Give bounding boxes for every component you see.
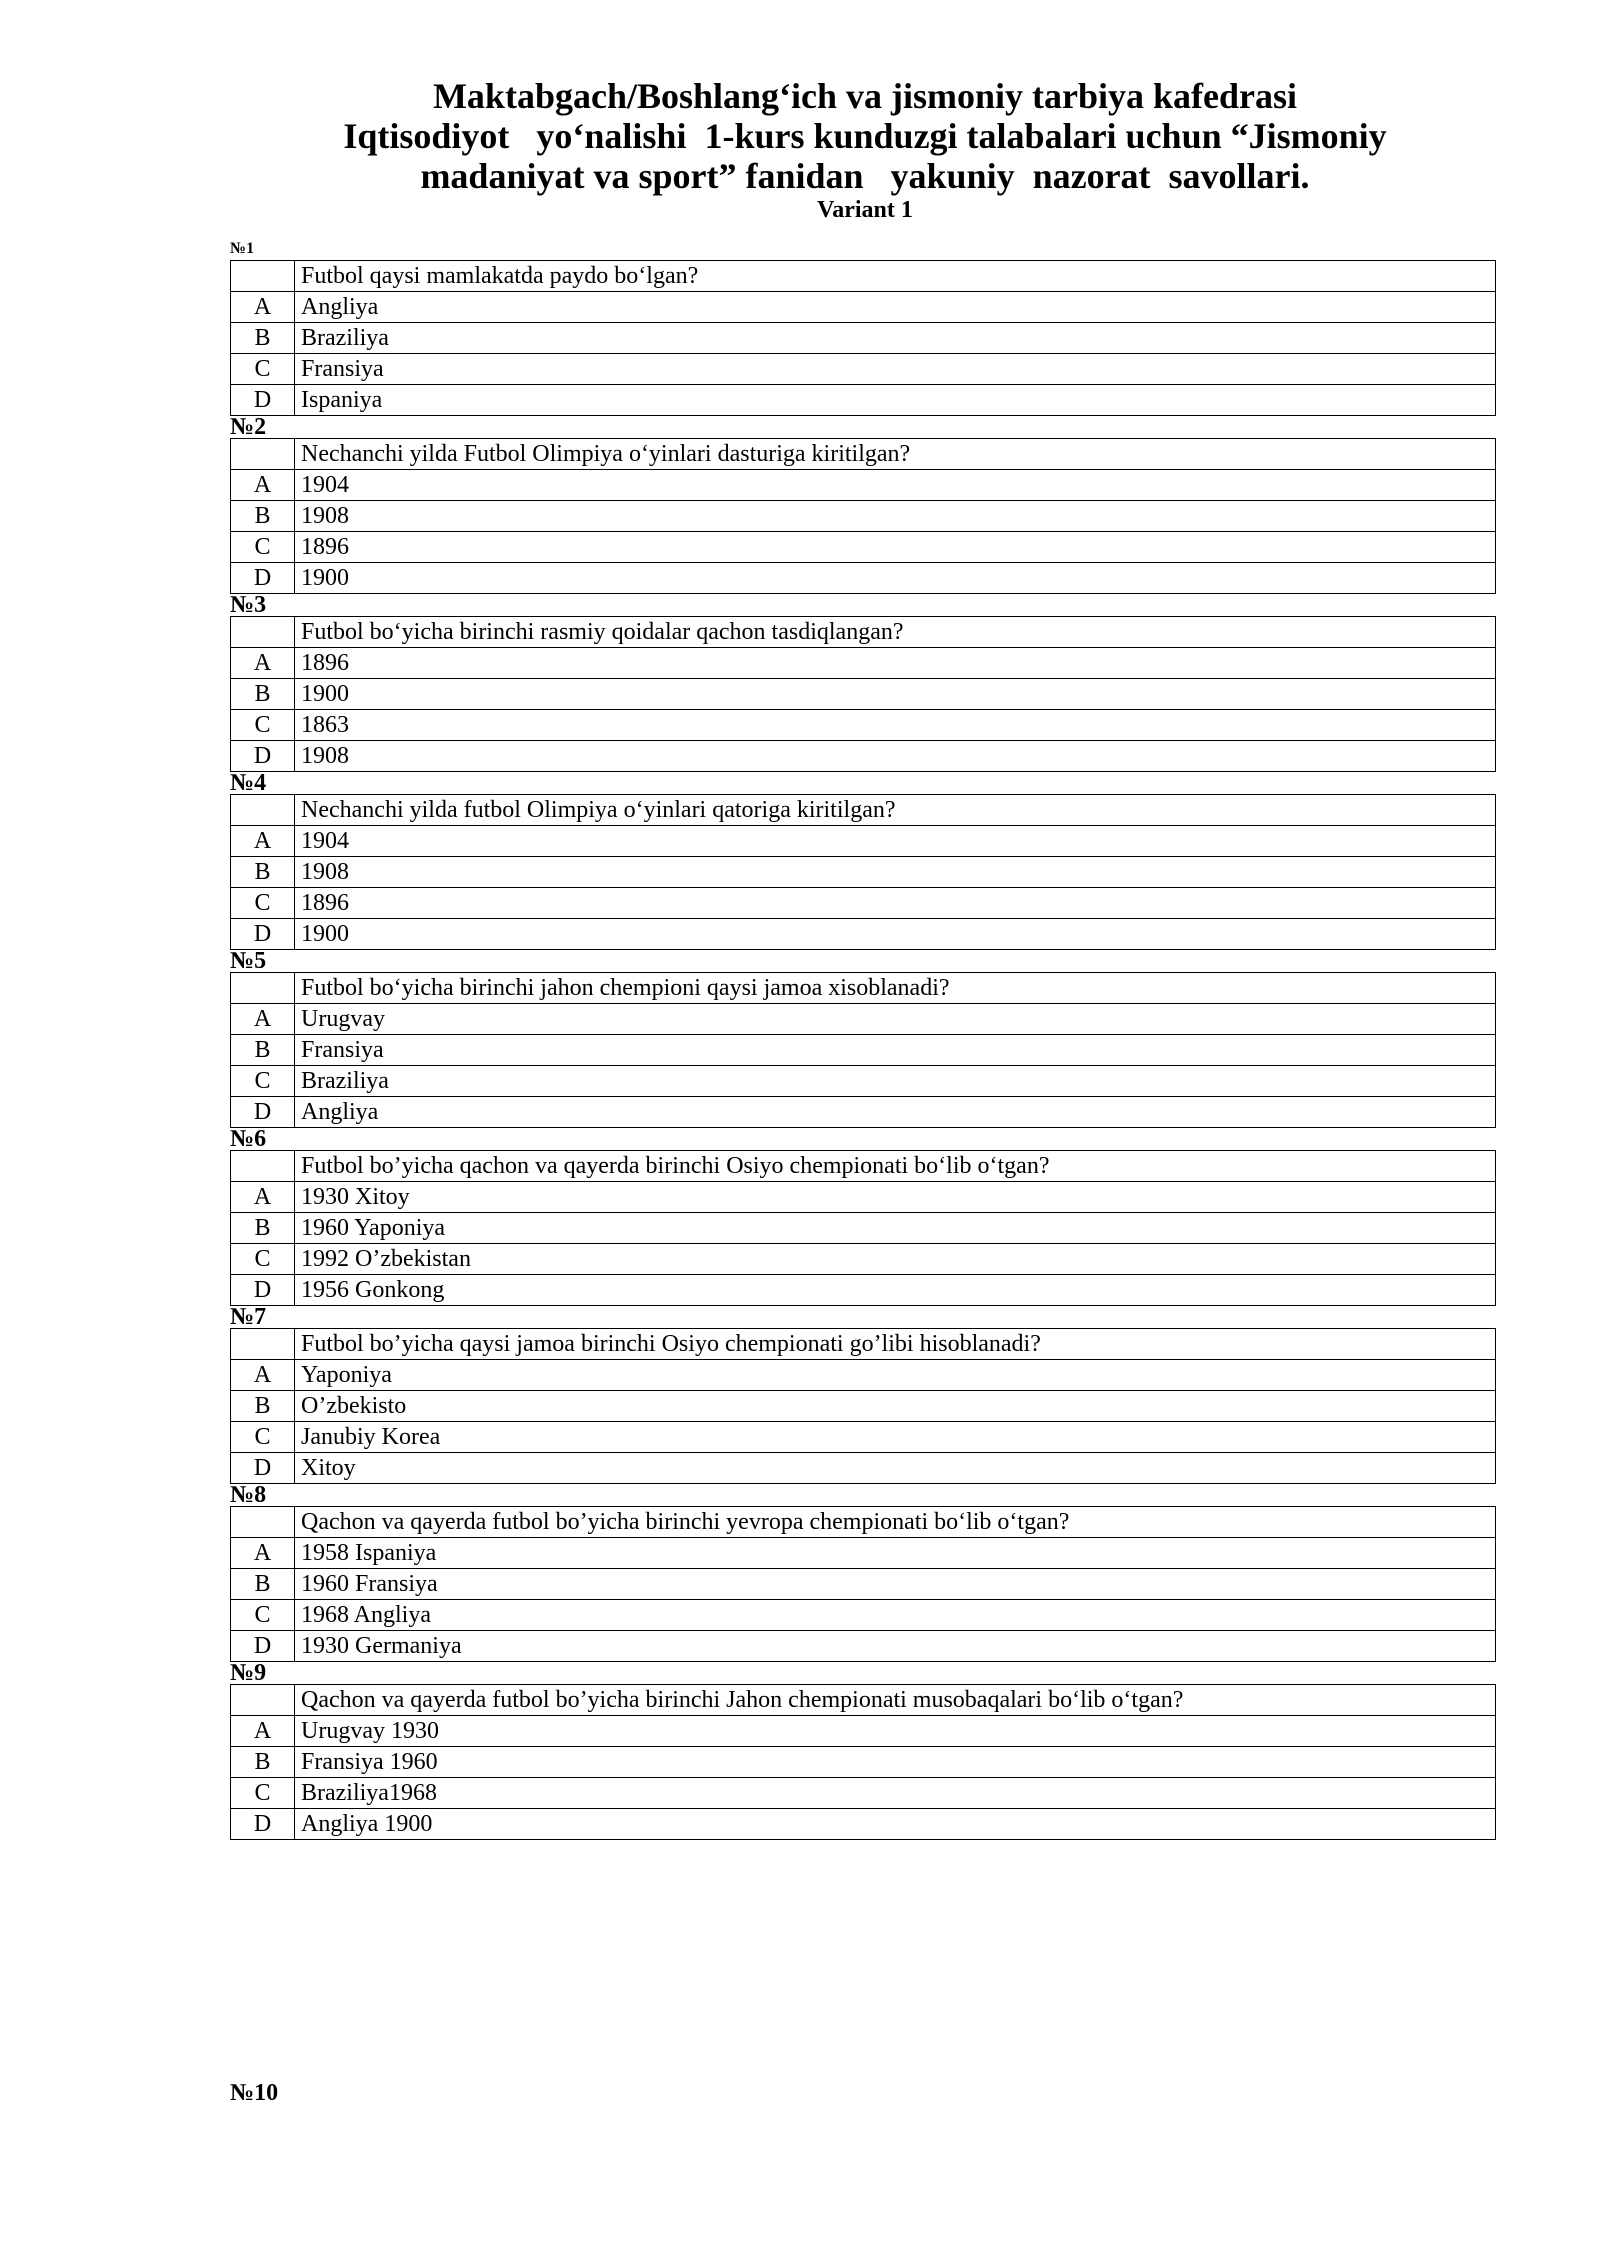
- question-letter-cell-empty: [231, 439, 295, 470]
- answer-option-text: Braziliya1968: [295, 1778, 1496, 1809]
- question-text: Qachon va qayerda futbol bo’yicha birinchi yevropa chempionati bo‘lib o‘tgan?: [295, 1507, 1496, 1538]
- answer-option-text: 1956 Gonkong: [295, 1275, 1496, 1306]
- answer-option-letter: B: [231, 679, 295, 710]
- question-number: №9: [230, 1660, 267, 1686]
- question-letter-cell-empty: [231, 1507, 295, 1538]
- question-table: [230, 438, 1496, 594]
- answer-option-text: 1896: [295, 532, 1496, 563]
- document-header: [230, 76, 1500, 224]
- answer-option-text: 1958 Ispaniya: [295, 1538, 1496, 1569]
- answer-option-letter: C: [231, 1778, 295, 1809]
- answer-option-row: [231, 292, 1496, 323]
- answer-option-text: 1900: [295, 563, 1496, 594]
- answer-option-row: [231, 1809, 1496, 1840]
- answer-option-text: 1904: [295, 826, 1496, 857]
- answer-option-row: [231, 826, 1496, 857]
- answer-option-text: Yaponiya: [295, 1360, 1496, 1391]
- answer-option-letter: D: [231, 1097, 295, 1128]
- question-text: Futbol bo’yicha qaysi jamoa birinchi Osiyo chempionati go’libi hisoblanadi?: [295, 1329, 1496, 1360]
- question-block: [230, 1662, 1496, 1840]
- question-letter-cell-empty: [231, 1151, 295, 1182]
- answer-option-row: [231, 1182, 1496, 1213]
- answer-option-text: Angliya: [295, 1097, 1496, 1128]
- answer-option-text: Braziliya: [295, 323, 1496, 354]
- answer-option-letter: C: [231, 710, 295, 741]
- answer-option-row: [231, 1360, 1496, 1391]
- question-letter-cell-empty: [231, 795, 295, 826]
- question-row: [231, 1685, 1496, 1716]
- question-row: [231, 439, 1496, 470]
- header-title-line-1: Maktabgach/Boshlang‘ich va jismoniy tarbiya kafedrasi: [432, 76, 1298, 116]
- answer-option-text: 1900: [295, 919, 1496, 950]
- answer-option-row: [231, 470, 1496, 501]
- answer-option-row: [231, 1600, 1496, 1631]
- answer-option-letter: C: [231, 1066, 295, 1097]
- question-number: №6: [230, 1126, 267, 1152]
- answer-option-row: [231, 532, 1496, 563]
- question-block: [230, 416, 1496, 594]
- answer-option-row: [231, 919, 1496, 950]
- answer-option-text: Fransiya: [295, 1035, 1496, 1066]
- answer-option-letter: A: [231, 1360, 295, 1391]
- answer-option-row: [231, 563, 1496, 594]
- answer-option-text: 1960 Fransiya: [295, 1569, 1496, 1600]
- question-block: [230, 950, 1496, 1128]
- answer-option-text: Fransiya: [295, 354, 1496, 385]
- question-row: [231, 1329, 1496, 1360]
- answer-option-text: Janubiy Korea: [295, 1422, 1496, 1453]
- question-text: Futbol bo‘yicha birinchi jahon chempioni qaysi jamoa xisoblanadi?: [295, 973, 1496, 1004]
- question-row: [231, 795, 1496, 826]
- question-text: Futbol bo‘yicha birinchi rasmiy qoidalar qachon tasdiqlangan?: [295, 617, 1496, 648]
- question-number-10: №10: [230, 2080, 279, 2106]
- answer-option-letter: A: [231, 1004, 295, 1035]
- question-block: [230, 1484, 1496, 1662]
- answer-option-text: 1908: [295, 741, 1496, 772]
- question-letter-cell-empty: [231, 1685, 295, 1716]
- answer-option-row: [231, 1004, 1496, 1035]
- answer-option-text: Angliya: [295, 292, 1496, 323]
- question-block: [230, 238, 1496, 416]
- answer-option-text: 1960 Yaponiya: [295, 1213, 1496, 1244]
- answer-option-row: [231, 1538, 1496, 1569]
- question-letter-cell-empty: [231, 973, 295, 1004]
- answer-option-letter: C: [231, 1244, 295, 1275]
- answer-option-text: Urugvay 1930: [295, 1716, 1496, 1747]
- answer-option-row: [231, 741, 1496, 772]
- answer-option-letter: B: [231, 1213, 295, 1244]
- answer-option-row: [231, 354, 1496, 385]
- header-title-line-2: Iqtisodiyot yo‘nalishi 1-kurs kunduzgi talabalari uchun “Jismoniy: [343, 116, 1387, 156]
- answer-option-text: 1908: [295, 501, 1496, 532]
- answer-option-letter: C: [231, 354, 295, 385]
- answer-option-letter: D: [231, 1809, 295, 1840]
- question-table: [230, 1328, 1496, 1484]
- answer-option-row: [231, 1716, 1496, 1747]
- answer-option-letter: C: [231, 532, 295, 563]
- question-text: Nechanchi yilda Futbol Olimpiya o‘yinlari dasturiga kiritilgan?: [295, 439, 1496, 470]
- question-number: №2: [230, 414, 267, 440]
- answer-option-text: Ispaniya: [295, 385, 1496, 416]
- answer-option-letter: B: [231, 1391, 295, 1422]
- answer-option-text: 1900: [295, 679, 1496, 710]
- question-number: №7: [230, 1304, 267, 1330]
- answer-option-letter: B: [231, 857, 295, 888]
- answer-option-row: [231, 501, 1496, 532]
- answer-option-text: 1908: [295, 857, 1496, 888]
- answer-option-text: 1904: [295, 470, 1496, 501]
- answer-option-letter: A: [231, 1716, 295, 1747]
- question-row: [231, 1507, 1496, 1538]
- question-text: Qachon va qayerda futbol bo’yicha birinchi Jahon chempionati musobaqalari bo‘lib o‘tgan?: [295, 1685, 1496, 1716]
- question-table: [230, 1506, 1496, 1662]
- answer-option-letter: D: [231, 385, 295, 416]
- answer-option-row: [231, 679, 1496, 710]
- variant-label: Variant 1: [817, 197, 913, 223]
- answer-option-row: [231, 1066, 1496, 1097]
- answer-option-text: Fransiya 1960: [295, 1747, 1496, 1778]
- question-text: Nechanchi yilda futbol Olimpiya o‘yinlari qatoriga kiritilgan?: [295, 795, 1496, 826]
- question-row: [231, 617, 1496, 648]
- question-table: [230, 794, 1496, 950]
- question-number: №4: [230, 770, 267, 796]
- answer-option-text: 1930 Xitoy: [295, 1182, 1496, 1213]
- question-row: [231, 1151, 1496, 1182]
- answer-option-row: [231, 1631, 1496, 1662]
- answer-option-letter: D: [231, 919, 295, 950]
- answer-option-row: [231, 1275, 1496, 1306]
- answer-option-letter: B: [231, 1569, 295, 1600]
- question-number: №5: [230, 948, 267, 974]
- answer-option-row: [231, 888, 1496, 919]
- answer-option-letter: C: [231, 1422, 295, 1453]
- answer-option-letter: C: [231, 1600, 295, 1631]
- answer-option-text: 1863: [295, 710, 1496, 741]
- answer-option-letter: D: [231, 1275, 295, 1306]
- answer-option-row: [231, 857, 1496, 888]
- answer-option-letter: A: [231, 1182, 295, 1213]
- answer-option-text: O’zbekisto: [295, 1391, 1496, 1422]
- question-table: [230, 616, 1496, 772]
- answer-option-letter: A: [231, 1538, 295, 1569]
- answer-option-letter: B: [231, 1035, 295, 1066]
- answer-option-row: [231, 1569, 1496, 1600]
- question-list: [230, 238, 1496, 1840]
- answer-option-text: Angliya 1900: [295, 1809, 1496, 1840]
- answer-option-row: [231, 648, 1496, 679]
- question-letter-cell-empty: [231, 617, 295, 648]
- answer-option-letter: D: [231, 1453, 295, 1484]
- question-table: [230, 1684, 1496, 1840]
- question-table: [230, 1150, 1496, 1306]
- answer-option-row: [231, 385, 1496, 416]
- question-row: [231, 973, 1496, 1004]
- question-table: [230, 260, 1496, 416]
- answer-option-letter: A: [231, 292, 295, 323]
- question-table: [230, 972, 1496, 1128]
- answer-option-letter: B: [231, 1747, 295, 1778]
- answer-option-row: [231, 1453, 1496, 1484]
- answer-option-text: Braziliya: [295, 1066, 1496, 1097]
- answer-option-text: Urugvay: [295, 1004, 1496, 1035]
- answer-option-letter: A: [231, 470, 295, 501]
- answer-option-row: [231, 710, 1496, 741]
- question-block: [230, 1306, 1496, 1484]
- answer-option-text: 1896: [295, 648, 1496, 679]
- answer-option-text: 1992 O’zbekistan: [295, 1244, 1496, 1275]
- answer-option-row: [231, 1422, 1496, 1453]
- answer-option-row: [231, 1244, 1496, 1275]
- answer-option-text: 1968 Angliya: [295, 1600, 1496, 1631]
- question-letter-cell-empty: [231, 261, 295, 292]
- answer-option-letter: D: [231, 1631, 295, 1662]
- answer-option-row: [231, 1213, 1496, 1244]
- answer-option-letter: A: [231, 826, 295, 857]
- answer-option-row: [231, 1391, 1496, 1422]
- answer-option-row: [231, 1035, 1496, 1066]
- question-number: №3: [230, 592, 267, 618]
- question-block: [230, 772, 1496, 950]
- answer-option-letter: B: [231, 501, 295, 532]
- answer-option-letter: D: [231, 563, 295, 594]
- answer-option-row: [231, 1747, 1496, 1778]
- answer-option-row: [231, 323, 1496, 354]
- answer-option-text: 1896: [295, 888, 1496, 919]
- question-block: [230, 1128, 1496, 1306]
- answer-option-letter: C: [231, 888, 295, 919]
- answer-option-row: [231, 1778, 1496, 1809]
- question-text: Futbol qaysi mamlakatda paydo bo‘lgan?: [295, 261, 1496, 292]
- question-row: [231, 261, 1496, 292]
- question-text: Futbol bo’yicha qachon va qayerda birinchi Osiyo chempionati bo‘lib o‘tgan?: [295, 1151, 1496, 1182]
- question-number: №1: [230, 240, 255, 257]
- answer-option-letter: D: [231, 741, 295, 772]
- header-title-line-3: madaniyat va sport” fanidan yakuniy nazorat savollari.: [420, 156, 1310, 196]
- answer-option-row: [231, 1097, 1496, 1128]
- question-letter-cell-empty: [231, 1329, 295, 1360]
- answer-option-text: 1930 Germaniya: [295, 1631, 1496, 1662]
- answer-option-letter: B: [231, 323, 295, 354]
- answer-option-letter: A: [231, 648, 295, 679]
- answer-option-text: Xitoy: [295, 1453, 1496, 1484]
- question-number: №8: [230, 1482, 267, 1508]
- question-block: [230, 594, 1496, 772]
